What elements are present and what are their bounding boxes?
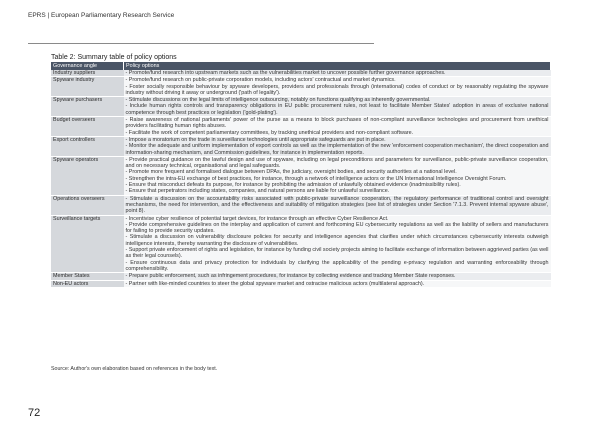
governance-angle-cell: Spyware industry [51,77,124,97]
policy-option-text: - Raise awareness of national parliaments' power of the purse as a means to block purchases of non-compliant surveillance technologies and procurement from unethical providers facilitating human rights abuses. [125,117,549,130]
policy-option-text: - Strengthen the intra-EU exchange of best practices, for instance, through a network of intelligence actors or the UN International Intelligence Oversight Forum. [125,175,507,182]
policy-option-text: - Promote more frequent and formalised dialogue between DPAs, the judiciary, oversight bodies, and security authorities at a national level. [125,169,457,176]
table-row [51,70,551,77]
governance-angle-cell: Non-EU actors [51,280,124,287]
source-note: Source: Author's own elaboration based on references in the body text. [51,366,218,372]
table-row [51,97,551,117]
governance-angle-cell: Surveillance targets [51,215,124,273]
table-row [51,195,551,215]
policy-option-text: - Incentivise cyber resilience of potential target devices, for instance through an effective Cyber Resilience Act. [125,215,389,222]
policy-option-text: - Ensure continuous data and privacy protection for individuals by clarifying the applicability of the pending e-privacy regulation and warranting enforceability through comprehensibility. [125,259,549,272]
policy-option-text: - Foster socially responsible behaviour by spyware developers, providers and professionals through (international) codes of conduct or by reasonably regulating the spyware industry without driving it away or underground ('path of legality'). [125,83,549,96]
policy-options-cell [124,136,551,156]
policy-options-cell [124,77,551,97]
policy-option-text: - Stimulate discussions on the legal limits of intelligence outsourcing, notably on functions qualifying as inherently governmental. [125,97,431,104]
policy-option-text: - Impose a moratorium on the trade in surveillance technologies until appropriate safeguards are put in place. [125,136,386,143]
policy-option-text: - Provide practical guidance on the lawful design and use of spyware, including on legal preconditions and parameters for surveillance, public-private surveillance cooperation, and on necessary technical, organisational and legal safeguards. [125,156,549,170]
policy-option-text: - Stimulate a discussion on vulnerability disclosure policies for security and intelligence agencies that clarifies under which circumstances cybersecurity interests outweigh intelligence interests, thereby warranting the disclosure of vulnerabilities. [125,234,549,247]
policy-option-text: - Stimulate a discussion on the accountability risks associated with public-private surveillance cooperation, the regulatory performance of traditional control and oversight mechanisms, the need for intervention, and the effectiveness and suitability of mitigation strategies (see list of strategies under Section '7.1.3. Prevent internal spyware abuse', point 8). [125,195,549,215]
policy-options-table [51,62,551,288]
policy-options-cell [124,97,551,117]
page-number: 72 [28,407,41,419]
governance-angle-cell: Spyware operators [51,156,124,195]
table-row [51,156,551,195]
policy-option-text: - Ensure that perpetrators including states, companies, and natural persons are liable for unlawful surveillance. [125,188,390,195]
governance-angle-cell: Operations overseers [51,195,124,215]
column-header-policy-options: Policy options [124,62,551,70]
governance-angle-cell: Budget overseers [51,117,124,137]
column-header-governance-angle: Governance angle [51,62,124,70]
policy-option-text: - Promote/fund research on public-private corporation models, including actors' contractual and market dynamics. [125,77,396,84]
policy-option-text: - Provide comprehensive guidelines on the interplay and application of current and forthcoming EU cybersecurity regulations as well as the liability of sellers and manufacturers for failing to provide security updates. [125,221,549,235]
policy-options-cell [124,70,551,77]
policy-options-cell [124,280,551,287]
header-divider [28,43,374,44]
table-row [51,280,551,287]
table-caption: Table 2: Summary table of policy options [51,54,177,61]
table-row [51,215,551,273]
policy-option-text: - Facilitate the work of competent parliamentary committees, by tracking unethical providers and non-compliant software. [125,129,414,136]
governance-angle-cell: Member States [51,273,124,280]
policy-option-text: - Partner with like-minded countries to steer the global spyware market and ostracise malicious actors (multilateral approach). [125,280,425,287]
table-row [51,77,551,97]
policy-option-text: - Promote/fund research into upstream markets such as the vulnerabilities market to uncover possible further governance approaches. [125,70,446,76]
governance-angle-cell: Spyware purchasers [51,97,124,117]
policy-options-cell [124,156,551,195]
table-row [51,136,551,156]
table-row [51,117,551,137]
table-header-row [51,62,551,70]
policy-options-cell [124,215,551,273]
policy-option-text: - Support private enforcement of rights and legislation, for instance by funding civil society projects aiming to facilitate exchange of information between aggrieved parties (as well as their legal counsels). [125,247,549,260]
policy-option-text: - Ensure that misconduct defeats its purpose, for instance by prohibiting the admission of unlawfully obtained evidence (inadmissibility rules). [125,182,461,189]
policy-options-cell [124,117,551,137]
policy-option-text: - Monitor the adequate and uniform implementation of export controls as well as the implementation of the new 'enforcement cooperation mechanism', the direct cooperation and information-sharing mechanism, and Commission guidelines, for instance in implementation reports. [125,143,549,156]
table-row [51,273,551,280]
running-header: EPRS | European Parliamentary Research Service [28,12,175,19]
governance-angle-cell: Industry suppliers [51,70,124,77]
policy-options-cell [124,273,551,280]
policy-option-text: - Include human rights controls and transparency obligations in EU public procurement rules, not least to facilitate Member States' adoption in areas of exclusive national competence through best practices or legislation ('gold-plating'). [125,103,549,116]
table-body [51,70,551,287]
governance-angle-cell: Export controllers [51,136,124,156]
policy-options-cell [124,195,551,215]
policy-option-text: - Prepare public enforcement, such as infringement procedures, for instance by collecting evidence and tracking Member State responses. [125,273,456,280]
